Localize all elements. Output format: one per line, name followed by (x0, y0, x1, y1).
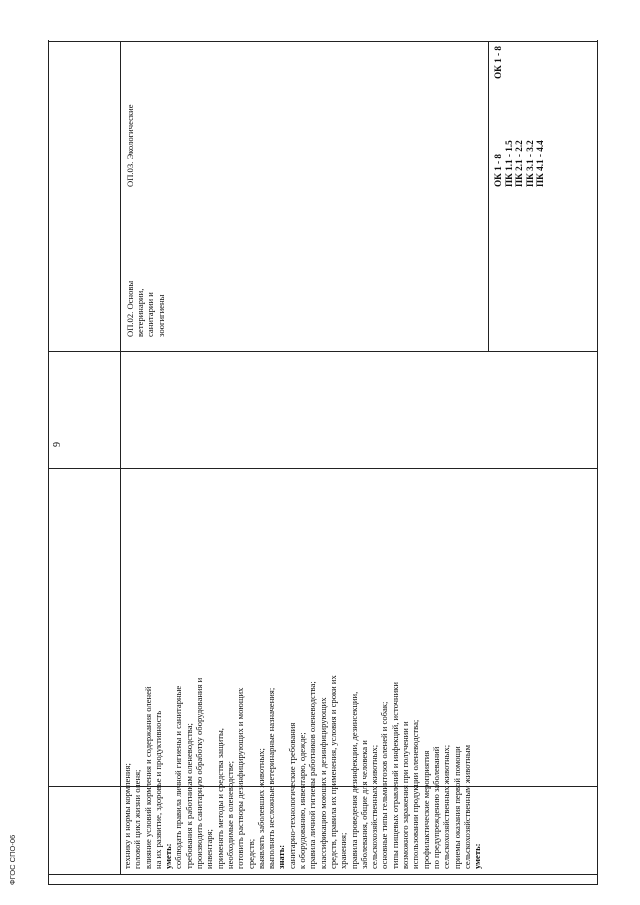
column-b-line: типы пищевых отравлений и инфекций, источники (389, 682, 400, 869)
column-divider-4 (48, 351, 598, 352)
discipline-1-cell (125, 281, 166, 337)
column-b-line: к оборудованию, инвентарю, одежде; (297, 732, 308, 869)
column-b-line: правила личной гигиены работников оленеводства; (307, 681, 318, 869)
column-b-line: средств, правила их применения, условия и сроки их (327, 675, 338, 869)
competences-1-cell (493, 140, 546, 187)
column-b-line: необходимые в оленеводстве; (224, 760, 235, 869)
column-divider-5 (48, 41, 598, 42)
competence-line: ПК 4.1 - 4.4 (535, 140, 545, 187)
column-divider-3 (48, 468, 598, 469)
column-b-line: средств; (245, 838, 256, 869)
column-b-line: требования к работникам оленеводства; (183, 723, 194, 869)
discipline-2-cell: ОП.03. Экологические (125, 104, 135, 187)
column-b-line: классификацию моющих и дезинфицирующих (317, 697, 328, 869)
column-b-line: инвентаря; (204, 829, 215, 869)
table-bottom-border (597, 40, 598, 885)
row-divider-1 (120, 41, 121, 875)
competence-line: ПК 3.1 - 3.2 (524, 140, 535, 187)
column-b-line: головой цикл жизни оленя; (132, 769, 143, 869)
column-b-line: основные типы гельминтозов оленей и собак; (379, 701, 390, 869)
competence-line: ПК 1.1 - 1.5 (503, 140, 514, 187)
column-b-line: готовить растворы дезинфицирующих и моющих (235, 687, 246, 869)
discipline-line: зоогигиены (155, 294, 166, 337)
column-b-line: на их развитие, здоровье и продуктивность (152, 710, 163, 869)
column-b-line: сельскохозяйственным животным (461, 744, 472, 869)
row-divider-2 (488, 42, 489, 352)
column-b-last-label: уметь: (472, 843, 483, 869)
column-b-line: хранения; (338, 832, 349, 869)
column-divider-1 (48, 874, 598, 875)
discipline-line: санитарии и (145, 292, 156, 337)
column-b-line: профилактические мероприятия (420, 750, 431, 869)
column-b-line: технику и нормы кормления; (122, 763, 132, 869)
footer-text: ФГОС СПО-06 (8, 834, 17, 885)
column-b-line: соблюдать правила личной гигиены и санитарные (173, 685, 184, 869)
column-b-line: заболевания, общие для человека и (358, 740, 369, 869)
table-top-border (48, 40, 49, 885)
column-b-line: применять методы и средства защиты, (214, 728, 225, 869)
column-b-line: производить санитарную обработку оборудования и (194, 677, 205, 869)
competence-line: ОК 1 - 8 (493, 154, 503, 187)
column-b-line: влияние условий кормления и содержания оленей (142, 686, 153, 869)
column-b-line: правила проведения дезинфекции, дезинсекции, (348, 691, 359, 869)
discipline-line: ветеринарии, (135, 288, 146, 337)
table-left-border (48, 884, 598, 885)
column-b-line: возможного заражения при получении и (400, 721, 411, 869)
column-b-line: по предупреждению заболеваний (430, 746, 441, 869)
competence-line: ПК 2.1 - 2.2 (514, 140, 524, 187)
page-number: 9 (52, 442, 63, 447)
discipline-line: ОП.02. Основы (125, 280, 135, 337)
column-b-line: сельскохозяйственных животных; (369, 744, 380, 869)
column-b-line: знать: (276, 844, 287, 869)
column-b-line: использовании продукции оленеводства; (410, 719, 421, 869)
column-b-line: выявлять заболевших животных; (255, 748, 266, 869)
column-b-text (122, 675, 482, 869)
column-b-line: выполнять несложные ветеринарные назначения; (266, 687, 277, 869)
column-b-line: санитарно-технологические требования (286, 722, 297, 869)
competences-2-cell: ОК 1 - 8 (493, 46, 503, 79)
column-b-line: уметь: (163, 843, 174, 869)
column-b-line: приемы оказания первой помощи (451, 746, 462, 869)
column-b-line: сельскохозяйственных животных; (441, 744, 452, 869)
